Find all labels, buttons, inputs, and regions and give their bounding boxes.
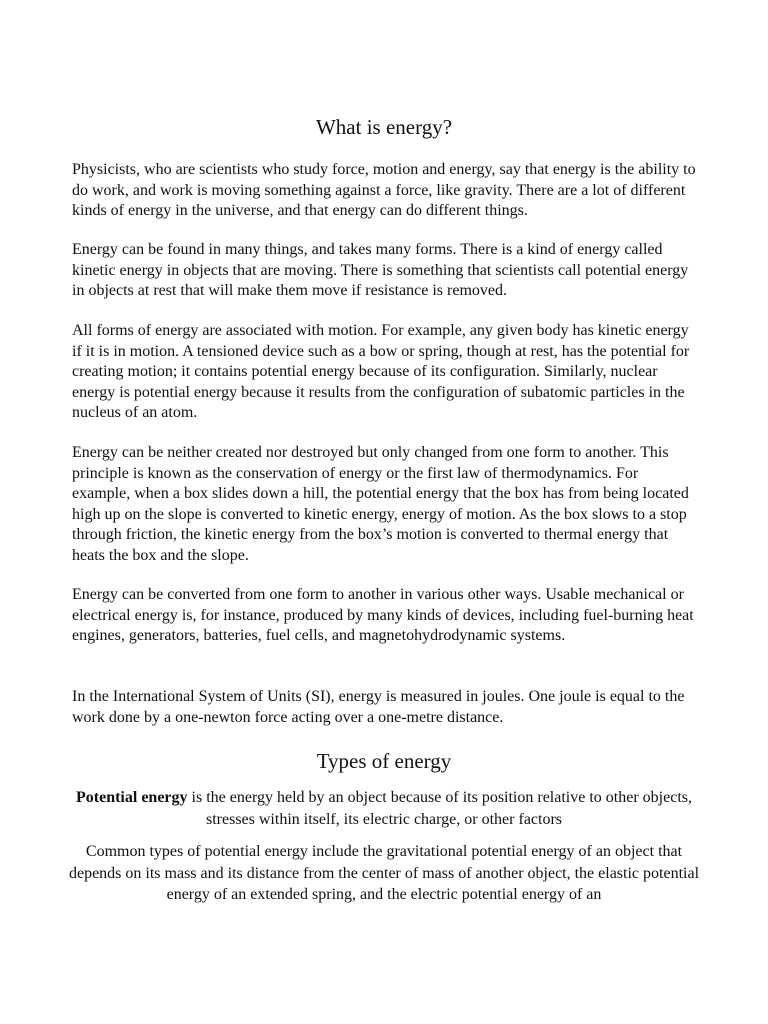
potential-energy-definition: is the energy held by an object because of its position relative to other objects, stresses within itself, its electric charge, or other factors — [187, 789, 692, 828]
paragraph-conversion: Energy can be converted from one form to another in various other ways. Usable mechanical or electrical energy is, for instance, produced by many kinds of devices, including fuel-burning heat engines, generators, batteries, fuel cells, and magnetohydrodynamic systems. — [72, 586, 694, 645]
paragraph-motion: All forms of energy are associated with motion. For example, any given body has kinetic energy if it is in motion. A tensioned device such as a bow or spring, though at rest, has the potential for creating motion; it contains potential energy because of its configuration. Similarly, nuclear energy is potential energy because it results from the configuration of subatomic particles in the nucleus of an atom. — [72, 322, 690, 422]
paragraph-conservation: Energy can be neither created nor destroyed but only changed from one form to another. This principle is known as the conservation of energy or the first law of thermodynamics. For example, when a box slides down a hill, the potential energy that the box has from being located high up on the slope is converted to kinetic energy, energy of motion. As the box slows to a stop through friction, the kinetic energy from the box’s motion is converted to thermal energy that heats the box and the slope. — [72, 444, 689, 564]
page-title: What is energy? — [315, 115, 453, 139]
paragraph-units: In the International System of Units (SI), energy is measured in joules. One joule is equal to the work done by a one-newton force acting over a one-metre distance. — [72, 688, 685, 726]
paragraph-potential-types: Common types of potential energy include the gravitational potential energy of an object that depends on its mass and its distance from the center of mass of another object, the elastic potential energy of an extended spring, and the electric potential energy of an — [68, 843, 700, 903]
paragraph-potential-definition — [64, 787, 704, 830]
section-title: Types of energy — [316, 749, 452, 773]
potential-energy-term: Potential energy — [76, 789, 188, 806]
paragraph-definition: Physicists, who are scientists who study force, motion and energy, say that energy is the ability to do work, and work is moving something against a force, like gravity. There are a lot of different kinds of energy in the universe, and that energy can do different things. — [72, 161, 696, 220]
paragraph-forms: Energy can be found in many things, and takes many forms. There is a kind of energy called kinetic energy in objects that are moving. There is something that scientists call potential energy in objects at rest that will make them move if resistance is removed. — [72, 241, 689, 300]
